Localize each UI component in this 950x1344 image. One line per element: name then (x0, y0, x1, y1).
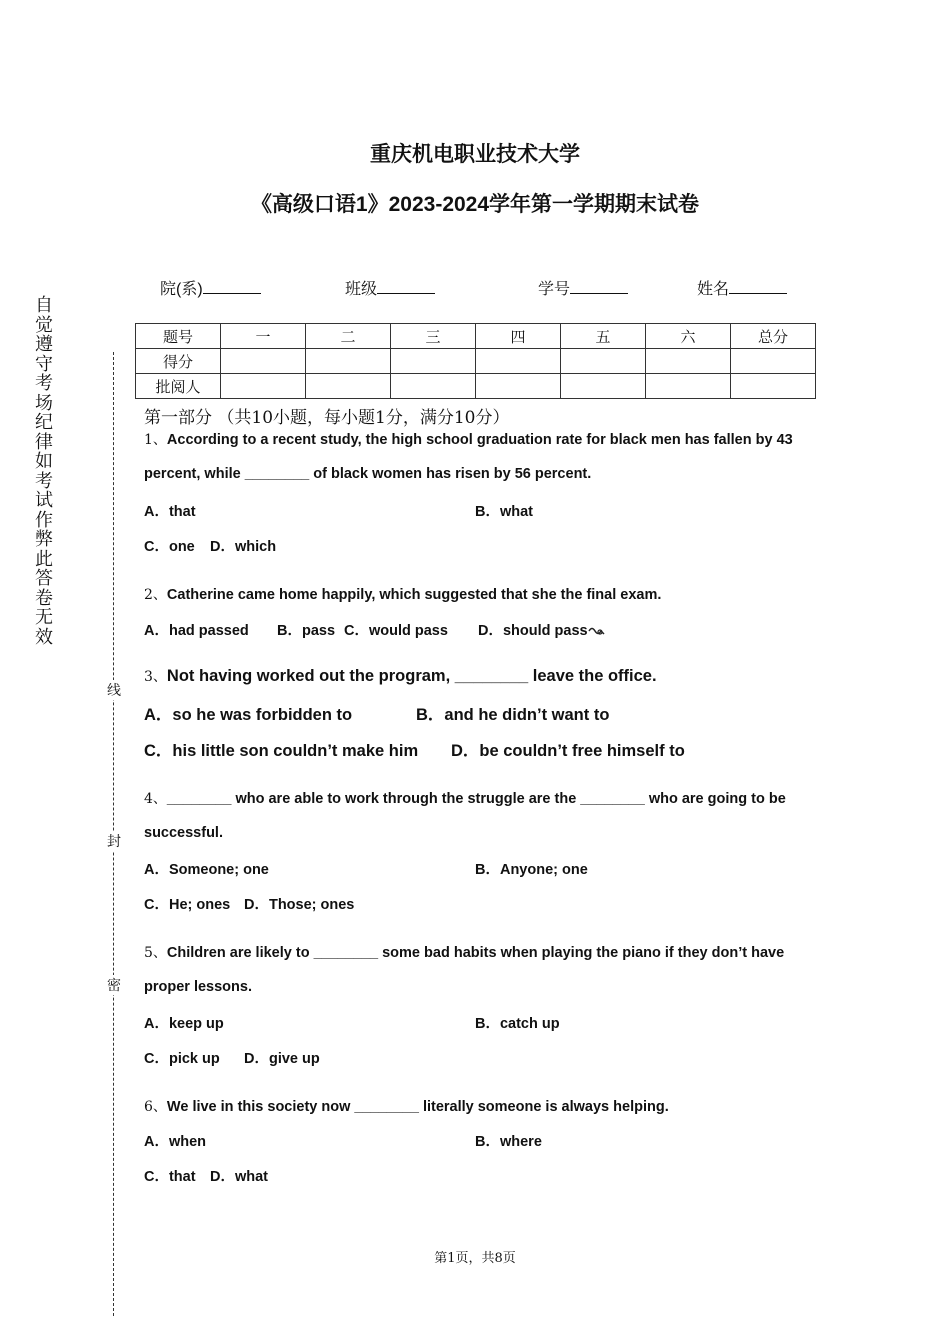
score-cell[interactable] (391, 374, 476, 399)
score-header-cell: 四 (476, 324, 561, 349)
score-table (135, 323, 816, 399)
page-footer: 第1页，共8页 (434, 1251, 516, 1266)
question-5 (144, 942, 784, 962)
score-header-cell: 一 (221, 324, 306, 349)
info-class (345, 276, 435, 299)
sidebar-char: 场 (35, 392, 53, 413)
option-c[interactable]: C．would pass (344, 623, 448, 639)
sidebar-char: 考 (35, 373, 53, 393)
option-b[interactable]: B．catch up (475, 1016, 560, 1032)
info-student-id-blank[interactable] (570, 279, 628, 294)
score-header-cell: 六 (646, 324, 731, 349)
score-cell[interactable] (561, 349, 646, 374)
question-1 (144, 429, 793, 449)
sidebar-char: 纪 (35, 412, 53, 432)
question-6 (144, 1096, 669, 1116)
score-header-cell: 题号 (136, 324, 221, 349)
sidebar-char: 如 (35, 451, 53, 471)
info-student-id-label: 学号 (538, 281, 571, 298)
option-c[interactable]: C．one (144, 539, 195, 555)
scribble-icon (588, 625, 606, 637)
score-table-row (136, 349, 816, 374)
question-text: Not having worked out the program, ________ leave the office. (166, 667, 657, 685)
option-d[interactable]: D．which (210, 539, 277, 555)
question-number: 4、 (144, 791, 167, 807)
sidebar-char: 觉 (35, 314, 53, 335)
info-student-id (538, 276, 628, 299)
score-cell[interactable] (561, 374, 646, 399)
sidebar-char: 遵 (35, 334, 53, 354)
option-a[interactable]: A．had passed (144, 623, 249, 639)
option-b[interactable]: B．Anyone; one (475, 862, 588, 878)
question-text: Catherine came home happily, which suggested that she the final exam. (166, 587, 662, 603)
score-header-cell: 五 (561, 324, 646, 349)
question-text: Children are likely to ________ some bad habits when playing the piano if they don’t have (166, 945, 785, 961)
option-c[interactable]: C．pick up (144, 1051, 220, 1067)
option-a[interactable]: A．Someone; one (144, 862, 269, 878)
sidebar-char: 试 (35, 490, 53, 510)
info-department-label: 院(系) (160, 281, 203, 298)
sidebar-char: 考 (35, 470, 53, 491)
score-cell[interactable] (306, 374, 391, 399)
question-number: 2、 (144, 587, 167, 603)
question-number: 3、 (144, 669, 167, 685)
question-2 (144, 584, 661, 604)
score-row-label: 批阅人 (136, 374, 221, 399)
sidebar-char: 弊 (35, 529, 53, 549)
option-a[interactable]: A．so he was forbidden to (144, 706, 353, 724)
question-5-line2: proper lessons. (144, 979, 252, 995)
sidebar-char: 效 (35, 626, 53, 647)
option-c[interactable]: C．that (144, 1169, 196, 1185)
info-class-label: 班级 (345, 281, 378, 298)
score-cell[interactable] (391, 349, 476, 374)
score-table-row (136, 374, 816, 399)
score-cell[interactable] (306, 349, 391, 374)
score-row-label: 得分 (136, 349, 221, 374)
sidebar-char: 答 (35, 568, 53, 588)
question-text: We live in this society now ________ literally someone is always helping. (166, 1099, 669, 1115)
option-a[interactable]: A．when (144, 1134, 207, 1150)
score-cell[interactable] (731, 374, 816, 399)
option-d[interactable]: D．give up (244, 1051, 320, 1067)
sidebar-char: 卷 (35, 587, 53, 608)
info-class-blank[interactable] (377, 279, 435, 294)
question-number: 5、 (144, 945, 167, 961)
score-cell[interactable] (476, 374, 561, 399)
school-name: 重庆机电职业技术大学 (370, 143, 580, 166)
score-header-cell: 二 (306, 324, 391, 349)
score-cell[interactable] (646, 374, 731, 399)
info-department (160, 276, 261, 299)
score-cell[interactable] (731, 349, 816, 374)
option-a[interactable]: A．that (144, 504, 196, 520)
question-text: ________ who are able to work through the struggle are the ________ who are going to be (166, 791, 786, 807)
info-name-blank[interactable] (729, 279, 787, 294)
option-c[interactable]: C．He; ones (144, 897, 231, 913)
sidebar-char: 此 (35, 548, 53, 569)
question-4 (144, 788, 786, 808)
sidebar-char: 自 (35, 295, 53, 315)
info-name-label: 姓名 (697, 281, 730, 298)
sidebar-char: 作 (35, 509, 53, 530)
sidebar-char: 无 (35, 607, 53, 627)
question-number: 6、 (144, 1099, 167, 1115)
score-cell[interactable] (646, 349, 731, 374)
question-1-line2: percent, while ________ of black women has risen by 56 percent. (144, 466, 592, 482)
score-cell[interactable] (221, 374, 306, 399)
sidebar-char: 律 (35, 431, 53, 452)
option-b[interactable]: B．where (475, 1134, 542, 1150)
binding-mark-secret: 密 (107, 977, 121, 993)
score-cell[interactable] (221, 349, 306, 374)
sidebar-notice (33, 296, 55, 647)
option-d[interactable]: D．be couldn’t free himself to (451, 742, 685, 760)
option-d[interactable] (478, 619, 606, 640)
binding-mark-seal: 封 (107, 833, 121, 849)
score-header-cell: 三 (391, 324, 476, 349)
option-b[interactable]: B．and he didn’t want to (416, 706, 610, 724)
option-b[interactable]: B．pass (277, 623, 336, 639)
question-3 (144, 666, 657, 686)
option-d[interactable]: D．what (210, 1169, 268, 1185)
question-number: 1、 (144, 432, 167, 448)
question-4-line2: successful. (144, 825, 223, 841)
question-text: According to a recent study, the high school graduation rate for black men has fallen by 43 (166, 432, 793, 448)
option-a[interactable]: A．keep up (144, 1016, 224, 1032)
option-c[interactable]: C．his little son couldn’t make him (144, 742, 419, 760)
score-cell[interactable] (476, 349, 561, 374)
score-header-cell: 总分 (731, 324, 816, 349)
option-d[interactable]: D．Those; ones (244, 897, 355, 913)
score-table-header-row (136, 324, 816, 349)
section-heading: 第一部分 （共10小题，每小题1分，满分10分） (144, 408, 510, 428)
sidebar-char: 守 (35, 353, 53, 374)
option-d-text: D．should pass (478, 623, 588, 639)
exam-title: 《高级口语1》2023-2024学年第一学期期末试卷 (250, 193, 700, 216)
binding-mark-line: 线 (107, 682, 121, 698)
option-b[interactable]: B．what (475, 504, 533, 520)
info-department-blank[interactable] (203, 279, 261, 294)
info-name (697, 276, 787, 299)
